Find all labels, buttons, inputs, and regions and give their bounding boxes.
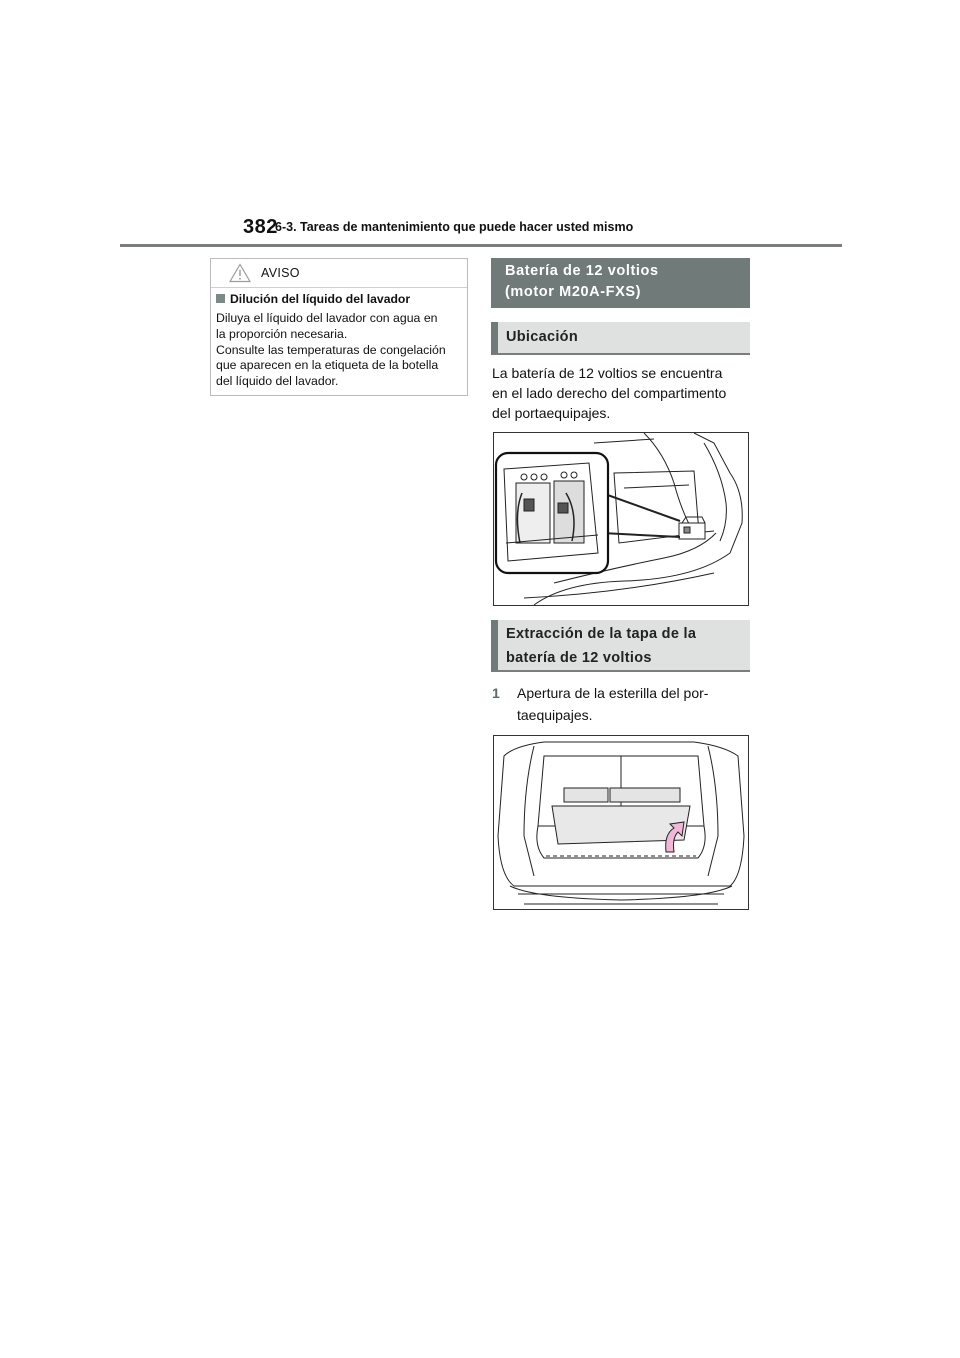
battery-location-illustration — [493, 432, 749, 606]
warning-body-line: que aparecen en la etiqueta de la botella — [216, 358, 439, 373]
step-text — [517, 682, 747, 726]
luggage-mat-drawing — [494, 736, 748, 909]
location-line: en el lado derecho del compartimento — [492, 385, 727, 401]
header-rule — [120, 244, 842, 247]
warning-header — [211, 259, 467, 288]
warning-item-title-text: Dilución del líquido del lavador — [230, 292, 411, 306]
subsection-title-removal — [491, 620, 750, 672]
luggage-mat-illustration — [493, 735, 749, 910]
battery-location-drawing — [494, 433, 748, 605]
warning-triangle-icon — [229, 263, 251, 283]
location-line: del portaequipajes. — [492, 405, 611, 421]
warning-label: AVISO — [261, 266, 300, 280]
subsection-title-location: Ubicación — [491, 322, 750, 355]
subsection-title-line: Extracción de la tapa de la — [506, 626, 697, 642]
location-line: La batería de 12 voltios se encuentra — [492, 365, 723, 381]
warning-body-line: Diluya el líquido del lavador con agua en — [216, 311, 438, 325]
warning-body-line: Consulte las temperaturas de congelación — [216, 342, 446, 357]
bullet-square-icon — [216, 294, 225, 303]
section-title-line: Batería de 12 voltios — [505, 263, 659, 279]
section-title-line: (motor M20A-FXS) — [505, 284, 642, 300]
warning-body-line: la proporción necesaria. — [216, 326, 348, 341]
step-text-line: taequipajes. — [517, 707, 593, 723]
warning-item-title — [216, 292, 410, 306]
page-number: 382 — [243, 216, 278, 238]
warning-body — [216, 311, 464, 390]
step-number: 1 — [492, 685, 500, 701]
step-text-line: Apertura de la esterilla del por- — [517, 685, 709, 701]
subsection-title-line: batería de 12 voltios — [506, 650, 652, 666]
location-paragraph — [492, 363, 752, 423]
warning-box — [210, 258, 468, 396]
chapter-title: 6-3. Tareas de mantenimiento que puede hacer usted mismo — [275, 220, 634, 234]
warning-body-line: del líquido del lavador. — [216, 374, 339, 389]
section-title — [491, 258, 750, 308]
